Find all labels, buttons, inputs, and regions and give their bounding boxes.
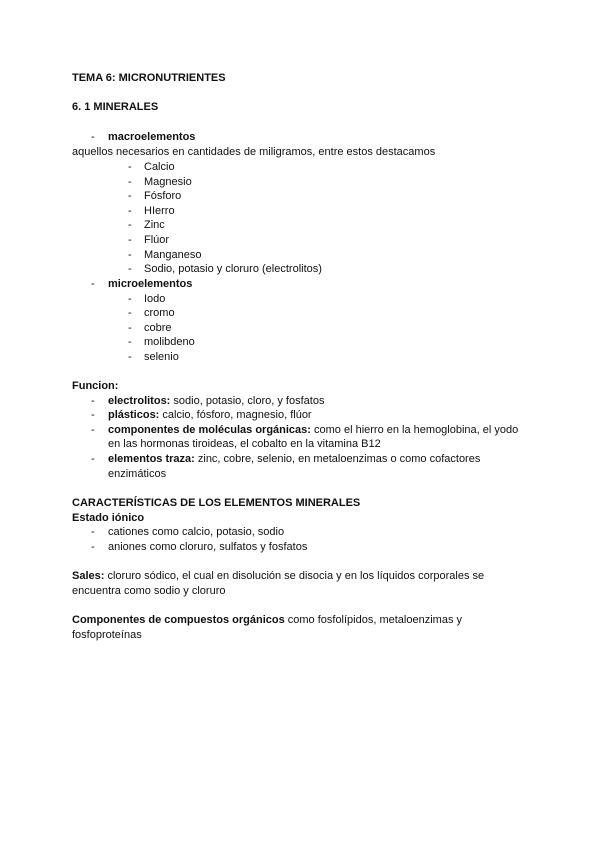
funcion-item <box>108 394 324 408</box>
bullet-dash: - <box>91 131 95 143</box>
bullet-dash: - <box>128 190 132 202</box>
componentes-term: Componentes de compuestos orgánicos <box>72 614 285 626</box>
funcion-item <box>108 423 518 437</box>
estado-ionico-subheading: Estado iónico <box>72 512 145 524</box>
list-item: Fósforo <box>144 190 182 202</box>
list-item: cobre <box>144 322 172 334</box>
list-item: cromo <box>144 307 175 319</box>
bullet-dash: - <box>128 322 132 334</box>
bullet-dash: - <box>91 395 95 407</box>
list-item: Manganeso <box>144 249 202 261</box>
funcion-term: elementos traza: <box>108 453 195 465</box>
sales-term: Sales: <box>72 570 105 582</box>
list-item: Iodo <box>144 293 166 305</box>
list-item: Magnesio <box>144 176 192 188</box>
bullet-dash: - <box>128 293 132 305</box>
componentes-text-continuation: fosfoproteínas <box>72 629 142 641</box>
list-item: Calcio <box>144 161 175 173</box>
funcion-text-continuation: en las hormonas tiroideas, el cobalto en la vitamina B12 <box>108 438 381 450</box>
bullet-dash: - <box>128 263 132 275</box>
caracteristicas-heading: CARACTERÍSTICAS DE LOS ELEMENTOS MINERALES <box>72 497 361 509</box>
micro-label: microelementos <box>108 278 193 290</box>
sales-text-continuation: encuentra como sodio y cloruro <box>72 585 226 597</box>
bullet-dash: - <box>91 453 95 465</box>
funcion-term: electrolitos: <box>108 395 171 407</box>
funcion-item <box>108 408 312 422</box>
funcion-text: como el hierro en la hemoglobina, el yodo <box>310 424 519 436</box>
funcion-text: sodio, potasio, cloro, y fosfatos <box>170 395 325 407</box>
funcion-text: zinc, cobre, selenio, en metaloenzimas o como cofactores <box>194 453 481 465</box>
list-item: Sodio, potasio y cloruro (electrolitos) <box>144 263 322 275</box>
bullet-dash: - <box>128 249 132 261</box>
bullet-dash: - <box>91 278 95 290</box>
bullet-dash: - <box>91 424 95 436</box>
macro-label: macroelementos <box>108 131 196 143</box>
componentes-paragraph <box>72 613 462 627</box>
bullet-dash: - <box>128 336 132 348</box>
doc-title: TEMA 6: MICRONUTRIENTES <box>72 72 226 84</box>
bullet-dash: - <box>128 307 132 319</box>
funcion-heading: Funcion: <box>72 380 119 392</box>
list-item: selenio <box>144 351 179 363</box>
bullet-dash: - <box>91 526 95 538</box>
bullet-dash: - <box>91 541 95 553</box>
list-item: HIerro <box>144 205 175 217</box>
list-item: aniones como cloruro, sulfatos y fosfatos <box>108 541 308 553</box>
list-item: Zinc <box>144 219 165 231</box>
section-heading: 6. 1 MINERALES <box>72 101 159 113</box>
list-item: cationes como calcio, potasio, sodio <box>108 526 285 538</box>
sales-text: cloruro sódico, el cual en disolución se disocia y en los líquidos corporales se <box>104 570 485 582</box>
funcion-term: plásticos: <box>108 409 160 421</box>
funcion-text-continuation: enzimáticos <box>108 468 167 480</box>
componentes-text: como fosfolípidos, metaloenzimas y <box>284 614 463 626</box>
funcion-term: componentes de moléculas orgánicas: <box>108 424 311 436</box>
bullet-dash: - <box>128 219 132 231</box>
list-item: Flúor <box>144 234 170 246</box>
macro-description: aquellos necesarios en cantidades de miligramos, entre estos destacamos <box>72 146 436 158</box>
bullet-dash: - <box>128 351 132 363</box>
funcion-item <box>108 452 480 466</box>
bullet-dash: - <box>128 205 132 217</box>
bullet-dash: - <box>128 234 132 246</box>
sales-paragraph <box>72 569 484 583</box>
bullet-dash: - <box>128 161 132 173</box>
bullet-dash: - <box>91 409 95 421</box>
bullet-dash: - <box>128 176 132 188</box>
list-item: molibdeno <box>144 336 195 348</box>
funcion-text: calcio, fósforo, magnesio, flúor <box>159 409 312 421</box>
